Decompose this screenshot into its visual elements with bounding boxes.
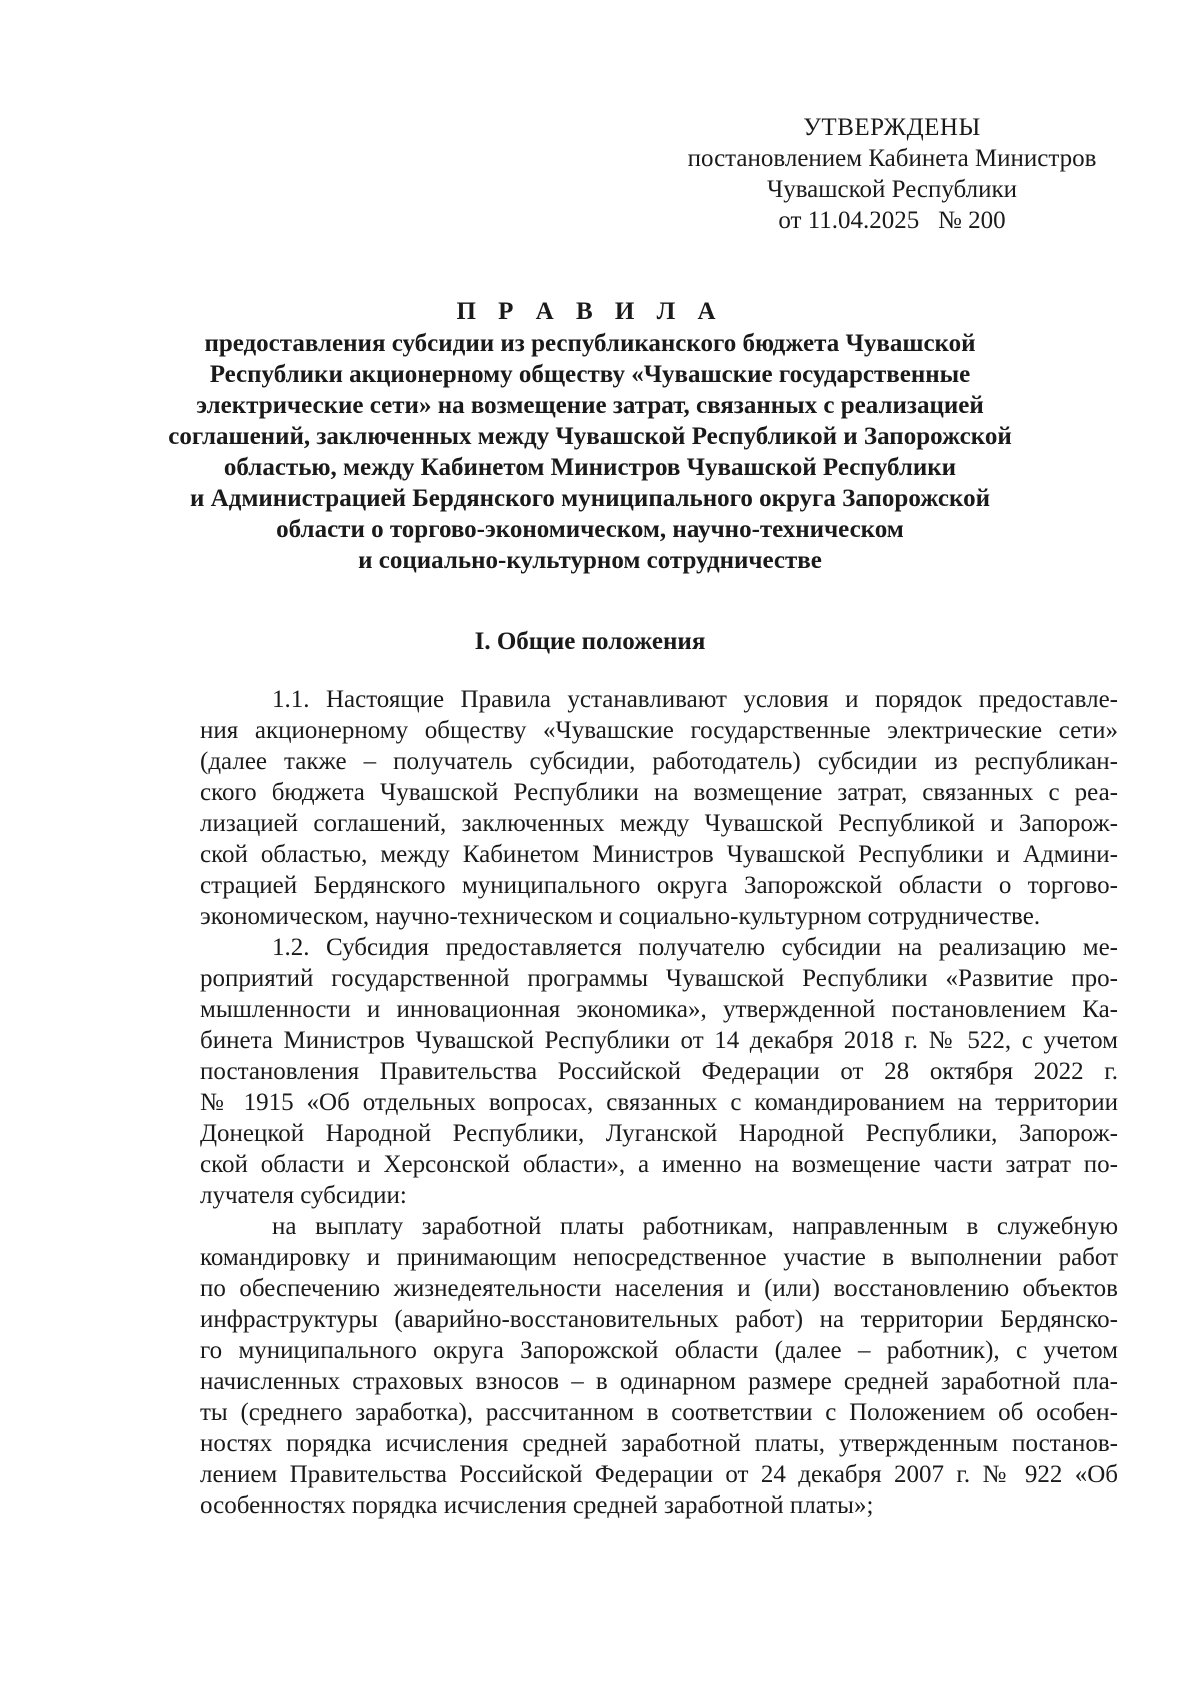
text-line: особенностях порядка исчисления средней заработной платы»; [200, 1492, 874, 1519]
approval-date-number: от 11.04.2025 № 200 [778, 207, 1006, 234]
text-line: го муниципального округа Запорожской области (далее – работник), с учетом [200, 1337, 1118, 1364]
text-line: ты (среднего заработка), рассчитанном в соответствии с Положением об особен- [200, 1399, 1118, 1426]
text-line: (далее также – получатель субсидии, работодатель) субсидии из республикан- [200, 748, 1118, 775]
text-line: инфраструктуры (аварийно-восстановительных работ) на территории Бердянско- [200, 1306, 1118, 1333]
body-text [200, 684, 1118, 1521]
document-title [150, 295, 1030, 576]
text-line: 1.2. Субсидия предоставляется получателю субсидии на реализацию ме- [272, 934, 1118, 961]
text-line: № 1915 «Об отдельных вопросах, связанных с командированием на территории [200, 1089, 1118, 1116]
paragraph-1-2 [200, 932, 1118, 1211]
text-line: 1.1. Настоящие Правила устанавливают условия и порядок предоставле- [272, 686, 1118, 713]
document-title-line: областью, между Кабинетом Министров Чувашской Республики [223, 454, 957, 481]
text-line: страцией Бердянского муниципального округа Запорожской области о торгово- [200, 872, 1118, 899]
document-title-line: и Администрацией Бердянского муниципального округа Запорожской [190, 485, 990, 512]
text-line: лением Правительства Российской Федерации от 24 декабря 2007 г. № 922 «Об [200, 1461, 1118, 1488]
text-line: ской областью, между Кабинетом Министров Чувашской Республики и Админи- [200, 841, 1118, 868]
text-line: лучателя субсидии: [200, 1182, 407, 1209]
text-line: мышленности и инновационная экономика», утвержденной постановлением Ка- [200, 996, 1118, 1023]
paragraph-salary [200, 1211, 1118, 1521]
approval-heading: УТВЕРЖДЕНЫ [803, 114, 981, 141]
text-line: ского бюджета Чувашской Республики на возмещение затрат, связанных с реа- [200, 779, 1118, 806]
approval-line: постановлением Кабинета Министров [687, 145, 1097, 172]
approval-block [672, 112, 1112, 236]
text-line: по обеспечению жизнедеятельности населения и (или) восстановлению объектов [200, 1275, 1118, 1302]
document-title-line: Республики акционерному обществу «Чувашские государственные [209, 361, 971, 388]
approval-line: Чувашской Республики [766, 176, 1018, 203]
text-line: начисленных страховых взносов – в одинарном размере средней заработной пла- [200, 1368, 1118, 1395]
text-line: на выплату заработной платы работникам, направленным в служебную [272, 1213, 1118, 1240]
text-line: экономическом, научно-техническом и социально-культурном сотрудничестве. [200, 903, 1041, 930]
document-title-line: соглашений, заключенных между Чувашской Республикой и Запорожской [168, 423, 1012, 450]
text-line: командировку и принимающим непосредственное участие в выполнении работ [200, 1244, 1118, 1271]
document-title-line: предоставления субсидии из республиканского бюджета Чувашской [204, 330, 976, 357]
text-line: бинета Министров Чувашской Республики от 14 декабря 2018 г. № 522, с учетом [200, 1027, 1118, 1054]
document-title-line: электрические сети» на возмещение затрат, связанных с реализацией [196, 392, 984, 419]
section-heading: I. Общие положения [474, 628, 706, 655]
text-line: постановления Правительства Российской Федерации от 28 октября 2022 г. [200, 1058, 1118, 1085]
text-line: роприятий государственной программы Чувашской Республики «Развитие про- [200, 965, 1118, 992]
document-title-line: и социально-культурном сотрудничестве [358, 547, 822, 574]
document-title-line: области о торгово-экономическом, научно-техническом [276, 516, 904, 543]
paragraph-1-1 [200, 684, 1118, 932]
text-line: ностях порядка исчисления средней заработной платы, утвержденным постанов- [200, 1430, 1118, 1457]
document-title-main: П Р А В И Л А [456, 298, 724, 325]
text-line: Донецкой Народной Республики, Луганской Народной Республики, Запорож- [200, 1120, 1118, 1147]
text-line: лизацией соглашений, заключенных между Чувашской Республикой и Запорож- [200, 810, 1118, 837]
text-line: ской области и Херсонской области», а именно на возмещение части затрат по- [200, 1151, 1118, 1178]
text-line: ния акционерному обществу «Чувашские государственные электрические сети» [200, 717, 1118, 744]
